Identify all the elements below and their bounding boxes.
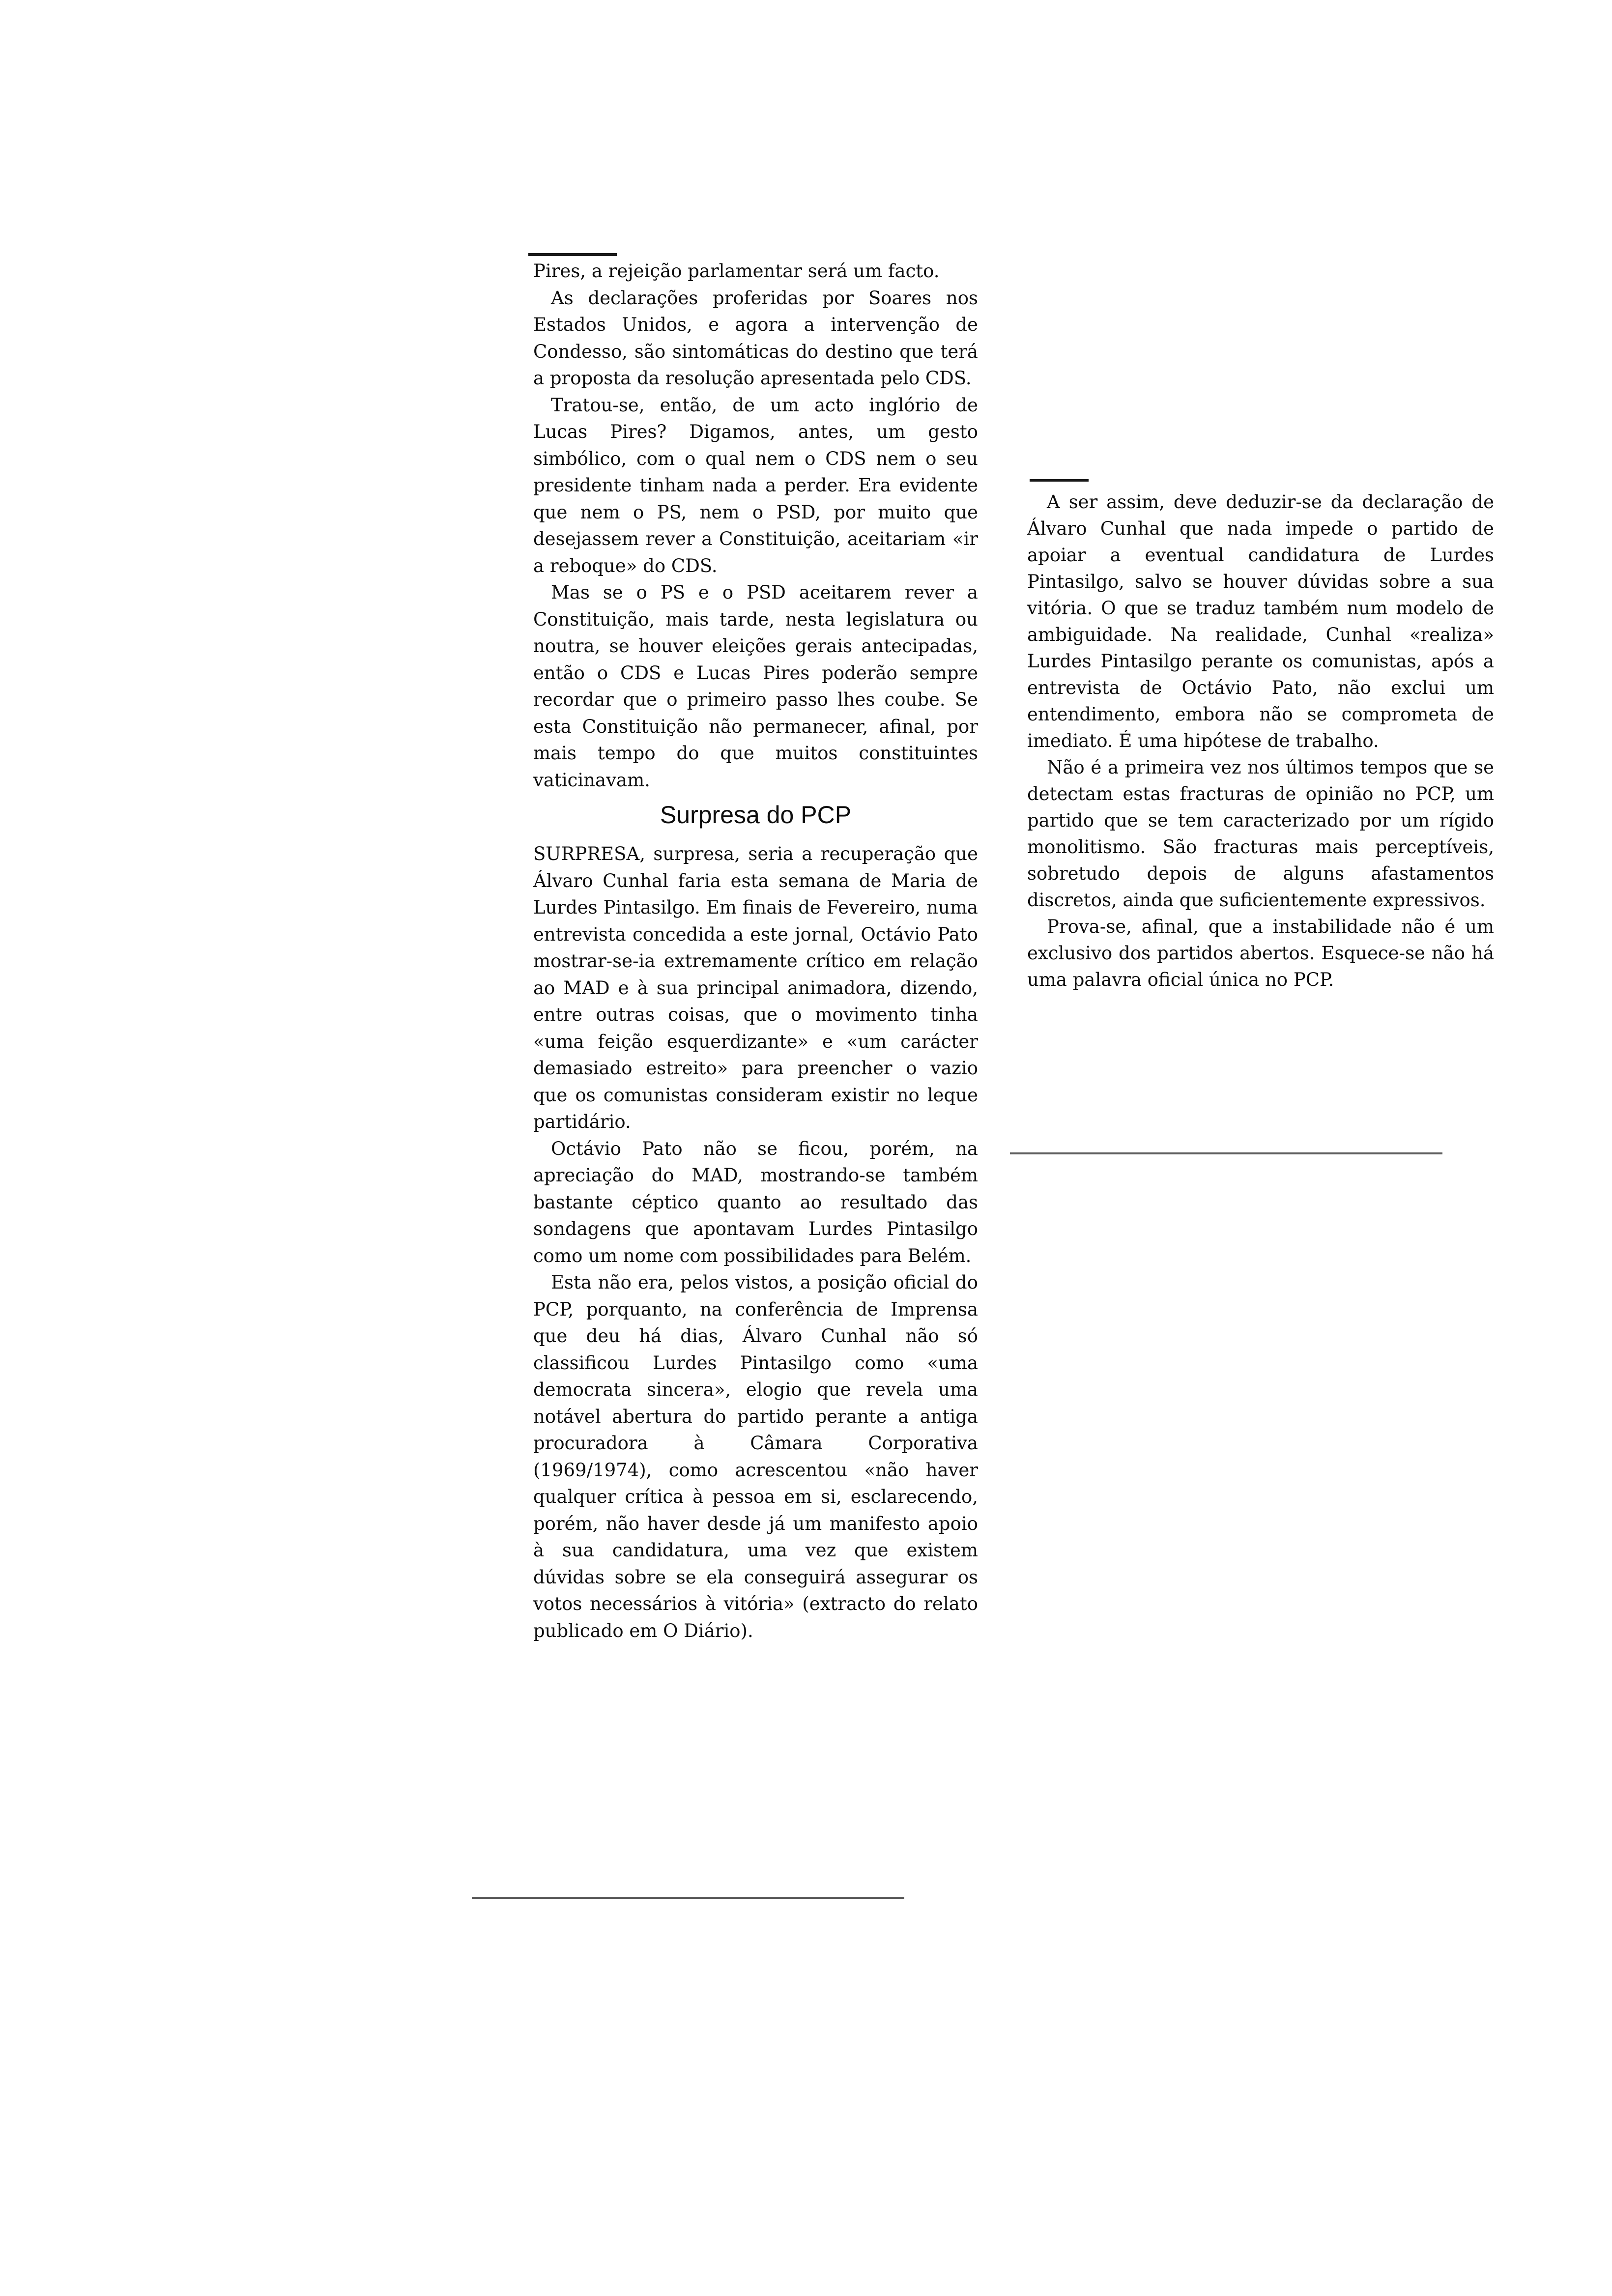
paragraph: Tratou-se, então, de um acto inglório de Lucas Pires? Digamos, antes, um gesto simbólico, com o qual nem o CDS nem o seu presidente tinham nada a perder. Era evidente que nem o PS, nem o PSD, por muito que desejassem rever a Constituição, aceitariam «ir a reboque» do CDS. [533, 394, 978, 576]
scan-noise-mark [472, 1897, 904, 1899]
paragraph: SURPRESA, surpresa, seria a recuperação que Álvaro Cunhal faria esta semana de Maria de Lurdes Pintasilgo. Em finais de Fevereiro, numa entrevista concedida a este jornal, Octávio Pato mostrar-se-ia extremamente crítico em relação ao MAD e à sua principal animadora, dizendo, entre outras coisas, que o movimento tinha «uma feição esquerdizante» e «um carácter demasiado estreito» para preencher o vazio que os comunistas consideram existir no leque partidário. [533, 843, 978, 1132]
scan-noise-mark [1030, 479, 1089, 482]
left-column-clipping [533, 258, 978, 1644]
paragraph: Não é a primeira vez nos últimos tempos que se detectam estas fracturas de opinião no PCP, um partido que se tem caracterizado por um rígido monolitismo. São fracturas mais perceptíveis, sobretudo depois de alguns afastamentos discretos, ainda que suficientemente expressivos. [1027, 757, 1494, 911]
paragraph: Octávio Pato não se ficou, porém, na apreciação do MAD, mostrando-se também bastante céptico quanto ao resultado das sondagens que apontavam Lurdes Pintasilgo como um nome com possibilidades para Belém. [533, 1138, 978, 1266]
right-column-clipping [1027, 489, 1494, 993]
scan-noise-mark [528, 253, 617, 256]
paragraph: Prova-se, afinal, que a instabilidade não é um exclusivo dos partidos abertos. Esquece-se não há uma palavra oficial única no PCP. [1027, 916, 1494, 990]
subheading: Surpresa do PCP [660, 801, 852, 829]
paragraph: A ser assim, deve deduzir-se da declaração de Álvaro Cunhal que nada impede o partido de apoiar a eventual candidatura de Lurdes Pintasilgo, salvo se houver dúvidas sobre a sua vitória. O que se traduz também num modelo de ambiguidade. Na realidade, Cunhal «realiza» Lurdes Pintasilgo perante os comunistas, após a entrevista de Octávio Pato, não exclui um entendimento, embora não se comprometa de imediato. É uma hipótese de trabalho. [1027, 491, 1494, 751]
paragraph: Pires, a rejeição parlamentar será um facto. [533, 260, 940, 282]
paragraph: Mas se o PS e o PSD aceitarem rever a Constituição, mais tarde, nesta legislatura ou noutra, se houver eleições gerais antecipadas, então o CDS e Lucas Pires poderão sempre recordar que o primeiro passo lhes coube. Se esta Constituição não permanecer, afinal, por mais tempo do que muitos constituintes vaticinavam. [533, 582, 978, 791]
scan-noise-mark [1010, 1152, 1442, 1154]
paragraph: As declarações proferidas por Soares nos Estados Unidos, e agora a intervenção de Condesso, são sintomáticas do destino que terá a proposta da resolução apresentada pelo CDS. [533, 287, 978, 389]
paragraph: Esta não era, pelos vistos, a posição oficial do PCP, porquanto, na conferência de Imprensa que deu há dias, Álvaro Cunhal não só classificou Lurdes Pintasilgo como «uma democrata sincera», elogio que revela uma notável abertura do partido perante a antiga procuradora à Câmara Corporativa (1969/1974), como acrescentou «não haver qualquer crítica à pessoa em si, esclarecendo, porém, não haver desde já um manifesto apoio à sua candidatura, uma vez que existem dúvidas sobre se ela conseguirá assegurar os votos necessários à vitória» (extracto do relato publicado em O Diário). [533, 1272, 978, 1641]
